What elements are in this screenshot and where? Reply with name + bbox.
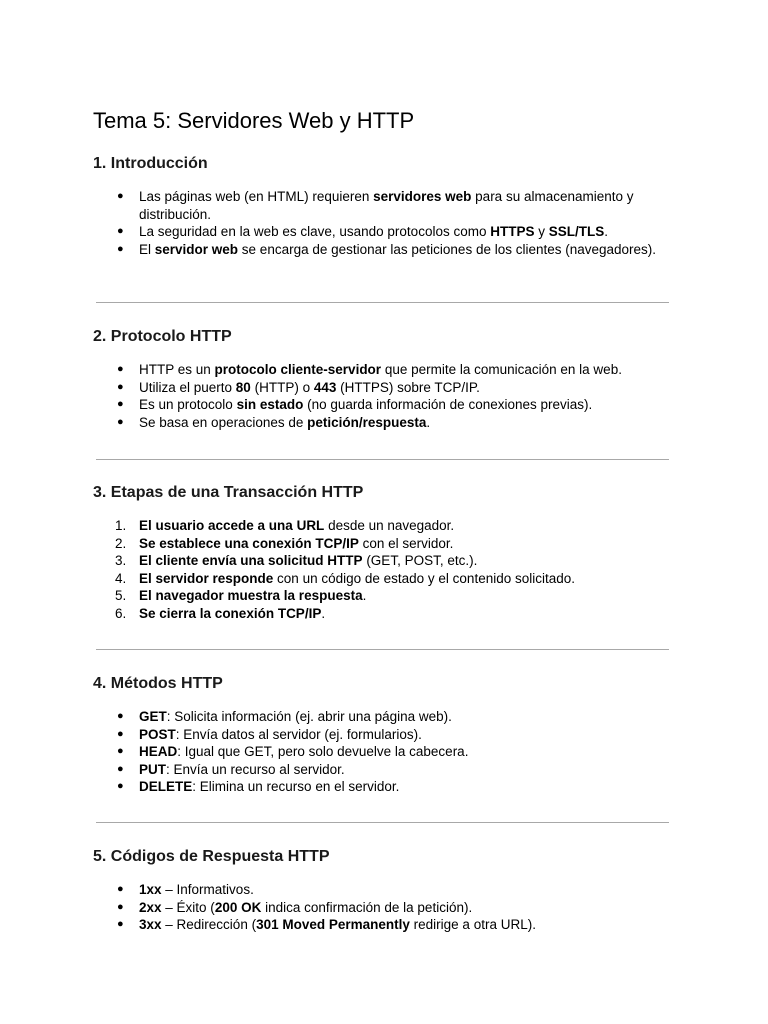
- section-heading: 1. Introducción: [93, 155, 208, 172]
- section-heading: 5. Códigos de Respuesta HTTP: [93, 848, 330, 865]
- document-title: Tema 5: Servidores Web y HTTP: [93, 108, 415, 133]
- list-item: 6. Se cierra la conexión TCP/IP.: [115, 605, 326, 621]
- list-item: ● La seguridad en la web es clave, usando protocolos como HTTPS y SSL/TLS.: [93, 223, 683, 241]
- bullet-list: [93, 361, 683, 431]
- section-heading: 3. Etapas de una Transacción HTTP: [93, 484, 364, 501]
- section-introduccion: [93, 154, 683, 258]
- list-item: ● HTTP es un protocolo cliente-servidor que permite la comunicación en la web.: [93, 361, 683, 379]
- horizontal-divider: [96, 822, 669, 823]
- list-item: ● Se basa en operaciones de petición/respuesta.: [93, 414, 683, 432]
- section-codigos-respuesta: [93, 847, 683, 934]
- list-number: 6.: [115, 605, 127, 621]
- list-item: ● Es un protocolo sin estado (no guarda información de conexiones previas).: [93, 396, 683, 414]
- list-item: 5. El navegador muestra la respuesta.: [115, 588, 367, 603]
- section-heading: 2. Protocolo HTTP: [93, 328, 232, 345]
- list-number: 5.: [115, 588, 127, 603]
- list-number: 1.: [115, 518, 127, 533]
- list-number: 2.: [115, 535, 127, 551]
- bullet-list: [93, 188, 683, 258]
- list-item: 2. Se establece una conexión TCP/IP con el servidor.: [115, 535, 454, 551]
- list-item: ● 2xx – Éxito (200 OK indica confirmación de la petición).: [93, 899, 683, 917]
- list-item: ● DELETE: Elimina un recurso en el servidor.: [93, 778, 683, 796]
- section-etapas-transaccion: [93, 483, 683, 622]
- list-item: ● 1xx – Informativos.: [93, 881, 683, 899]
- list-item: ● 3xx – Redirección (301 Moved Permanently redirige a otra URL).: [93, 916, 683, 934]
- horizontal-divider: [96, 649, 669, 650]
- bullet-list: [93, 881, 683, 934]
- bullet-list: [93, 708, 683, 796]
- horizontal-divider: [96, 459, 669, 460]
- list-item: 3. El cliente envía una solicitud HTTP (GET, POST, etc.).: [115, 553, 478, 568]
- horizontal-divider: [96, 302, 669, 303]
- list-item: ● GET: Solicita información (ej. abrir una página web).: [93, 708, 683, 726]
- list-item: 4. El servidor responde con un código de estado y el contenido solicitado.: [115, 570, 576, 586]
- list-item: ● PUT: Envía un recurso al servidor.: [93, 761, 683, 779]
- list-item: ● HEAD: Igual que GET, pero solo devuelve la cabecera.: [93, 743, 683, 761]
- section-metodos-http: [93, 674, 683, 796]
- list-item: ● Las páginas web (en HTML) requieren servidores web para su almacenamiento y distribución.: [93, 188, 683, 223]
- section-heading: 4. Métodos HTTP: [93, 675, 223, 692]
- list-number: 3.: [115, 553, 127, 568]
- section-protocolo-http: [93, 327, 683, 431]
- list-item: 1. El usuario accede a una URL desde un navegador.: [115, 518, 455, 533]
- list-item: ● POST: Envía datos al servidor (ej. formularios).: [93, 726, 683, 744]
- list-item: ● El servidor web se encarga de gestionar las peticiones de los clientes (navegadores).: [93, 241, 683, 259]
- numbered-list: [93, 517, 683, 622]
- list-number: 4.: [115, 570, 127, 586]
- list-item: ● Utiliza el puerto 80 (HTTP) o 443 (HTTPS) sobre TCP/IP.: [93, 379, 683, 397]
